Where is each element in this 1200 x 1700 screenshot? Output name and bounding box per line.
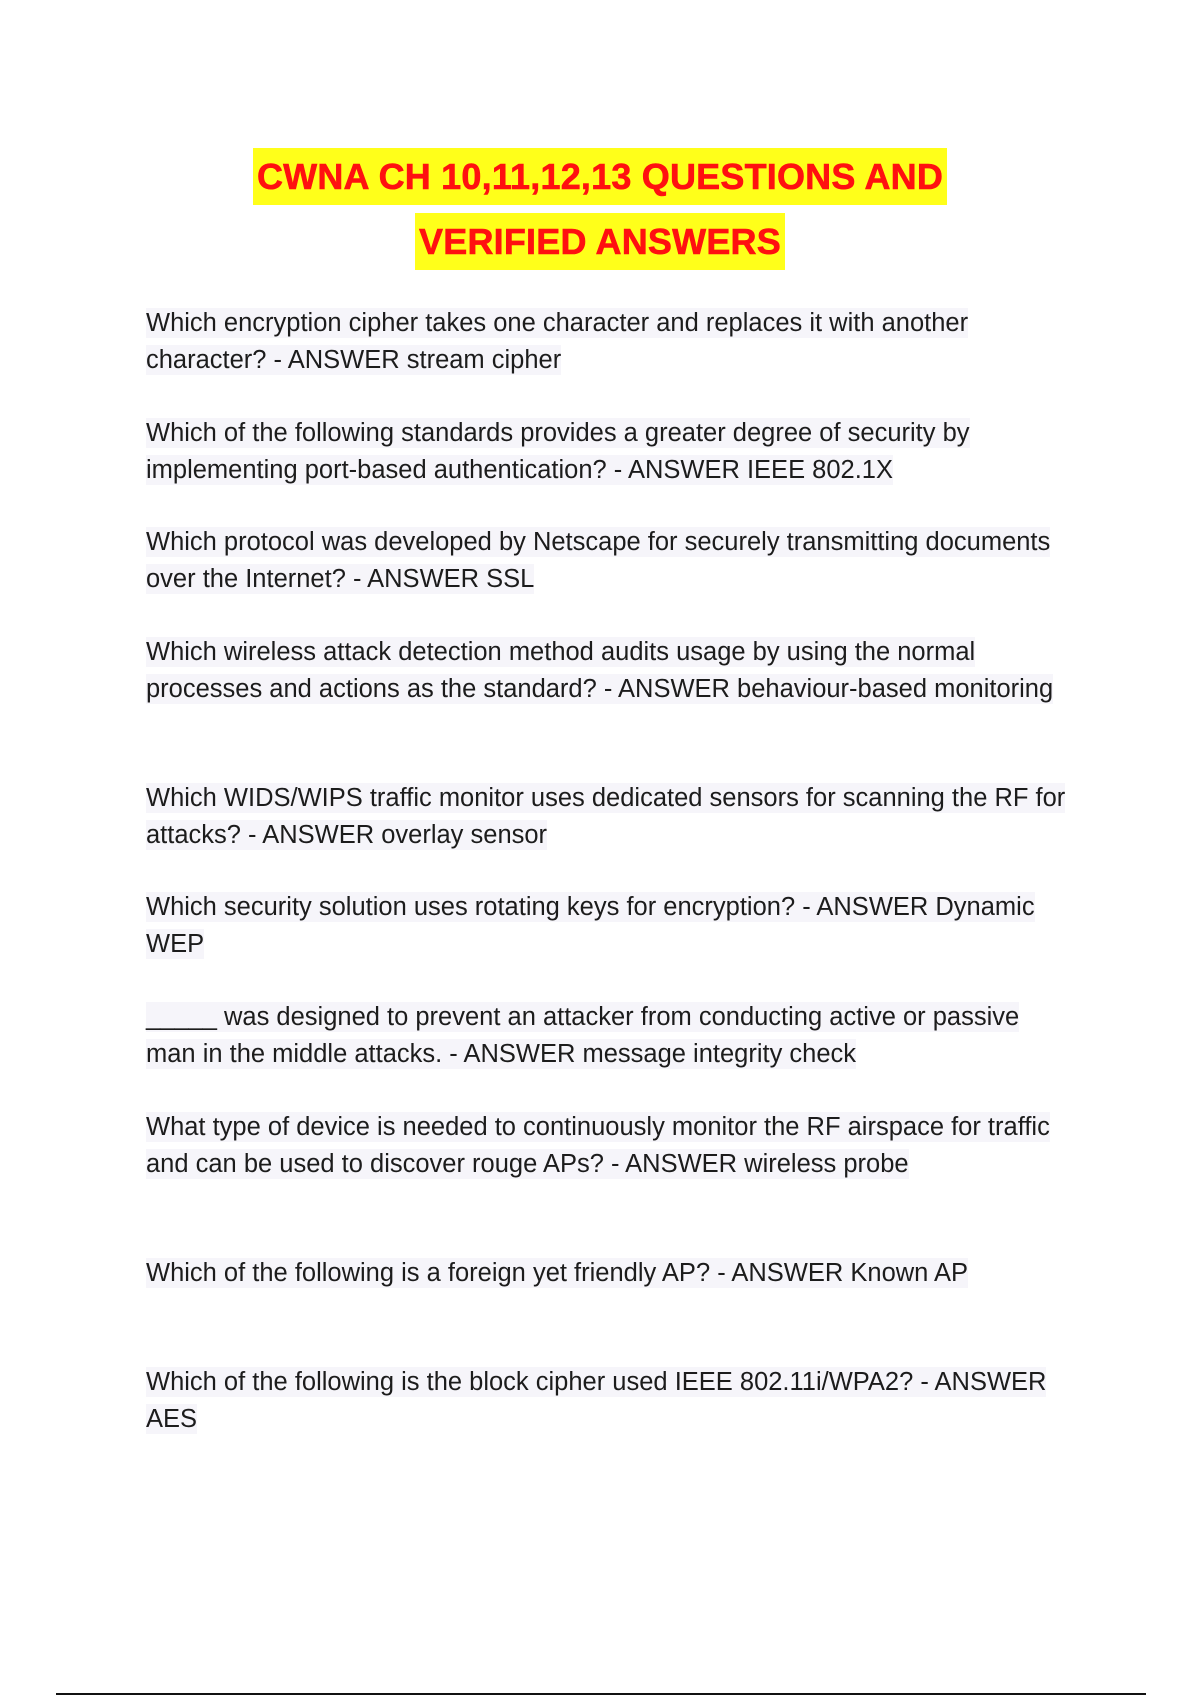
qa-item [146, 889, 1066, 962]
qa-text: Which of the following is a foreign yet friendly AP? - ANSWER Known AP [146, 1259, 969, 1287]
title-line-1: CWNA CH 10,11,12,13 QUESTIONS AND [253, 148, 947, 205]
qa-item [146, 999, 1066, 1072]
qa-item [146, 1109, 1066, 1182]
qa-item [146, 1255, 1066, 1292]
qa-item [146, 1364, 1066, 1437]
qa-item [146, 305, 1066, 378]
qa-text: Which of the following is the block cipher used IEEE 802.11i/WPA2? - ANSWER AES [146, 1368, 1047, 1433]
qa-item [146, 524, 1066, 597]
qa-text: _____ was designed to prevent an attacker from conducting active or passive man in the middle attacks. - ANSWER message integrity check [146, 1003, 1020, 1068]
qa-text: Which security solution uses rotating keys for encryption? - ANSWER Dynamic WEP [146, 893, 1035, 958]
qa-text: What type of device is needed to continuously monitor the RF airspace for traffic and can be used to discover rouge APs? - ANSWER wireless probe [146, 1113, 1050, 1178]
qa-text: Which WIDS/WIPS traffic monitor uses dedicated sensors for scanning the RF for attacks? - ANSWER overlay sensor [146, 784, 1066, 849]
title-line-2: VERIFIED ANSWERS [415, 213, 785, 270]
qa-item [146, 780, 1066, 853]
qa-item [146, 634, 1066, 707]
qa-item [146, 415, 1066, 488]
qa-text: Which of the following standards provides a greater degree of security by implementing port-based authentication? - ANSWER IEEE 802.1X [146, 419, 970, 484]
qa-text: Which protocol was developed by Netscape for securely transmitting documents over the Internet? - ANSWER SSL [146, 528, 1051, 593]
document-title [0, 148, 1200, 278]
qa-text: Which encryption cipher takes one character and replaces it with another character? - ANSWER stream cipher [146, 309, 969, 374]
footer-divider [56, 1693, 1146, 1695]
qa-text: Which wireless attack detection method audits usage by using the normal processes and actions as the standard? - ANSWER behaviour-based monitoring [146, 638, 1054, 703]
